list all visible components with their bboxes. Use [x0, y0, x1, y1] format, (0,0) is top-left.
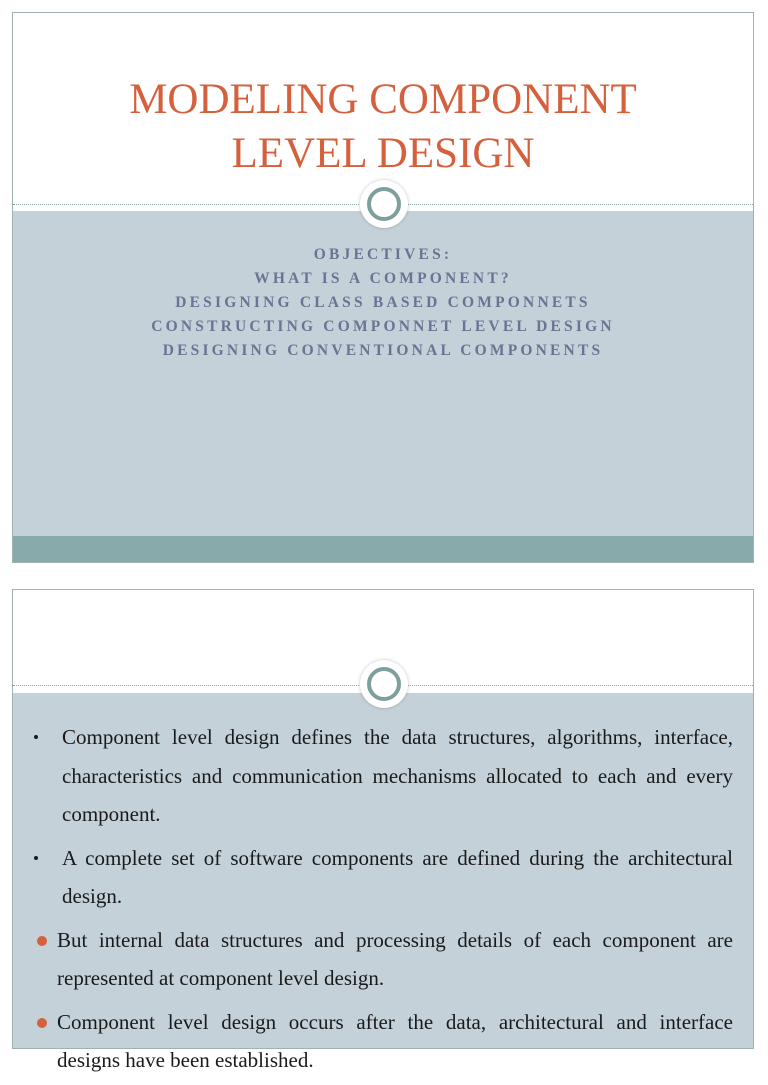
- bullet-item: [31, 718, 733, 834]
- bullet-text: A complete set of software components are defined during the architectural design.: [62, 845, 733, 908]
- bullet-item: [31, 1003, 733, 1080]
- bullet-circle-icon: [37, 1018, 47, 1028]
- ring-ornament-icon: [360, 180, 408, 228]
- bullet-dot-icon: [34, 735, 38, 739]
- content-slide: [12, 589, 754, 1072]
- objectives-list: [13, 243, 753, 363]
- bullet-text: But internal data structures and processing details of each component are represented at component level design.: [57, 927, 733, 990]
- bullet-text: Component level design occurs after the data, architectural and interface designs have been established.: [57, 1009, 733, 1072]
- bullet-circle-icon: [37, 936, 47, 946]
- objective-item: WHAT IS A COMPONENT?: [254, 270, 512, 287]
- bullet-item: [31, 839, 733, 916]
- objectives-heading: OBJECTIVES:: [313, 246, 453, 263]
- bullet-list: [31, 718, 733, 1085]
- title-line-1: MODELING COMPONENT: [129, 76, 637, 123]
- ring-ornament-icon: [360, 660, 408, 708]
- objective-item: DESIGNING CLASS BASED COMPONNETS: [175, 294, 591, 311]
- title-slide: [12, 12, 754, 563]
- slide-title: [13, 73, 753, 181]
- bullet-item: [31, 921, 733, 998]
- objective-item: CONSTRUCTING COMPONNET LEVEL DESIGN: [151, 318, 615, 335]
- title-line-2: LEVEL DESIGN: [231, 130, 535, 177]
- bullet-text: Component level design defines the data structures, algorithms, interface, characteristics and communication mechanisms allocated to each and every component.: [62, 725, 733, 826]
- footer-band: [13, 536, 753, 562]
- objective-item: DESIGNING CONVENTIONAL COMPONENTS: [162, 342, 604, 359]
- bullet-dot-icon: [34, 856, 38, 860]
